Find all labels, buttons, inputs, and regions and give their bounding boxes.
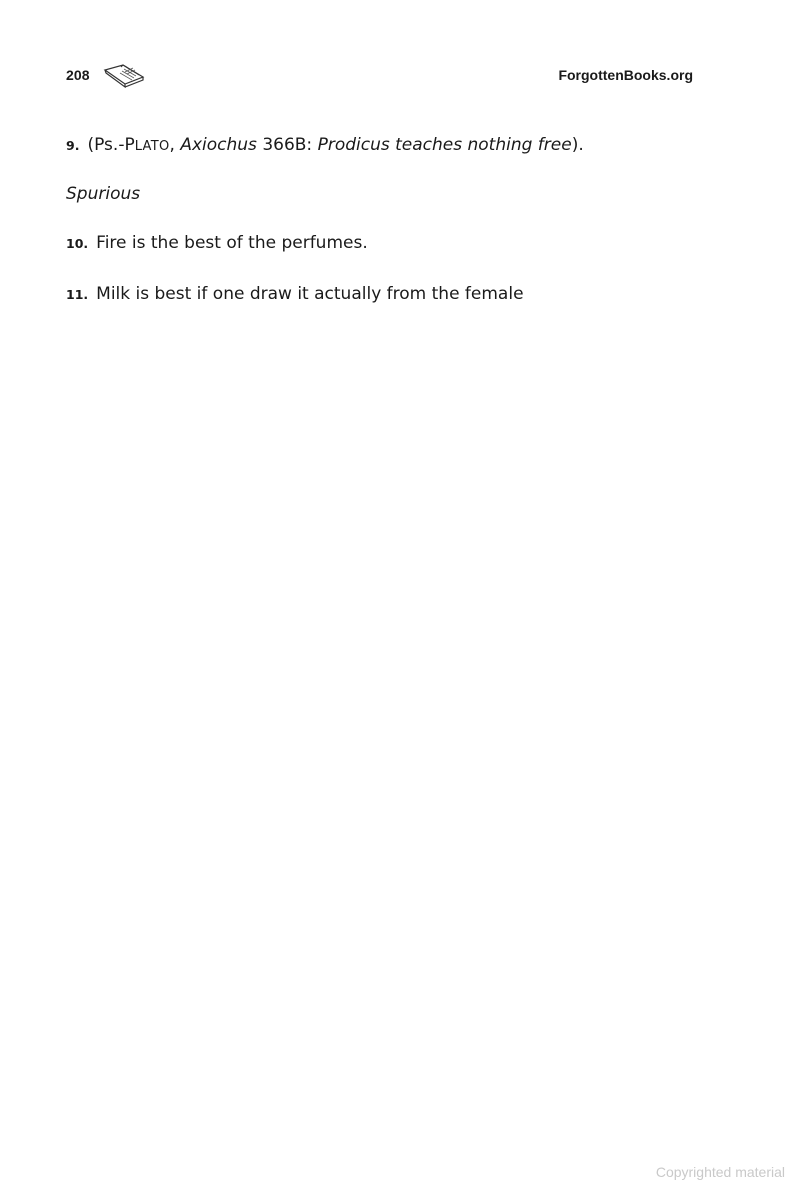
fragment-text: Milk is best if one draw it actually from the female [96,284,524,304]
author-dash: - [118,135,125,155]
site-name: ForgottenBooks.org [558,67,693,83]
section-heading: Spurious [66,184,141,204]
fragment-11 [66,284,524,304]
close-paren: ). [571,135,584,155]
open-paren: ( [87,135,95,155]
fragment-10 [66,233,368,253]
comma: , [169,135,175,155]
fragment-9 [66,135,584,155]
reference: 366B: [256,135,318,155]
author-ps: Ps. [94,135,119,155]
work-title: Axiochus [180,135,257,155]
fragment-number: 11. [66,287,89,302]
fragment-text: Fire is the best of the perfumes. [96,233,368,253]
page-number: 208 [66,67,90,83]
fragment-number: 9. [66,138,80,153]
open-book-icon [103,62,145,90]
author-p: P [124,135,135,155]
author-rest: LATO [134,139,170,154]
fragment-note: Prodicus teaches nothing free [317,135,572,155]
copyright-watermark: Copyrighted material [655,1164,785,1180]
fragment-number: 10. [66,236,89,251]
